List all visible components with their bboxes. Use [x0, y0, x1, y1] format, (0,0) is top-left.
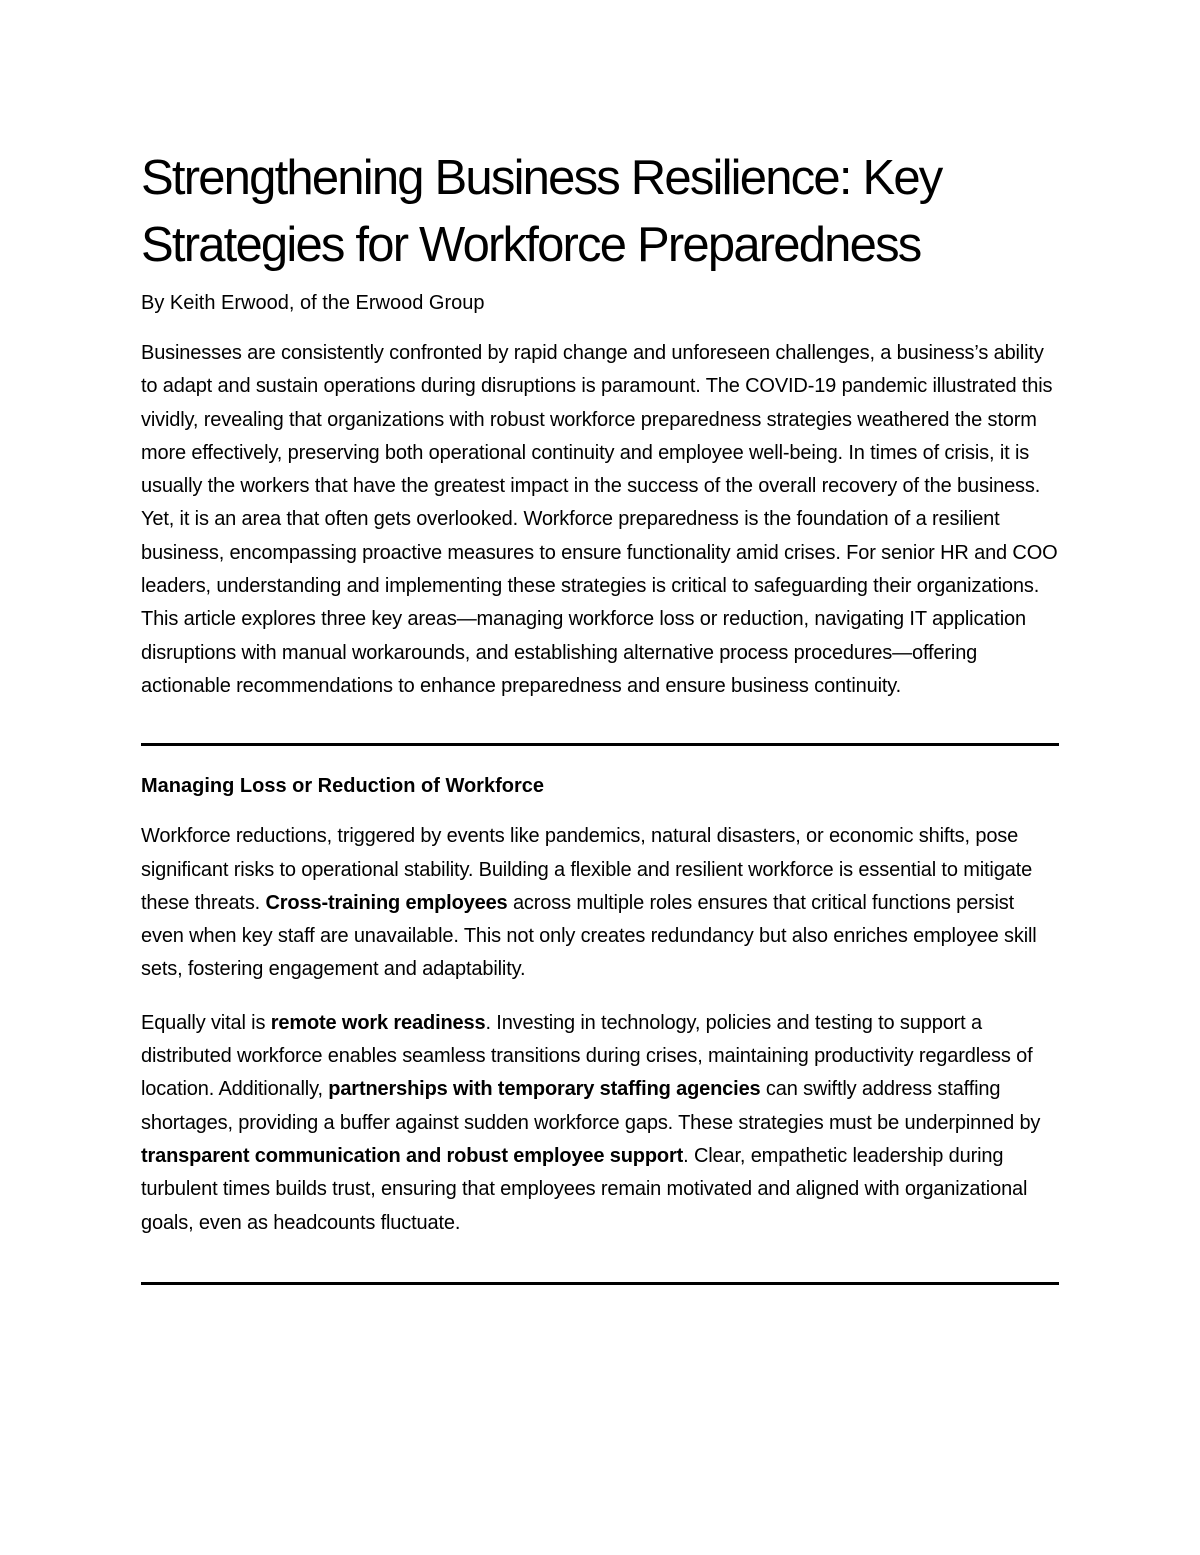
bold-phrase: remote work readiness [270, 1011, 486, 1034]
intro-paragraph: Businesses are consistently confronted by rapid change and unforeseen challenges, a business’s ability to adapt and sustain operations during disruptions is paramount. The COVID-19 pandemic illustrated this vividly, revealing that organizations with robust workforce preparedness strategies weathered the storm more effectively, preserving both operational continuity and employee well-being. In times of crisis, it is usually the workers that have the greatest impact in the success of the overall recovery of the business. Yet, it is an area that often gets overlooked. Workforce preparedness is the foundation of a resilient business, encompassing proactive measures to ensure functionality amid crises. For senior HR and COO leaders, understanding and implementing these strategies is critical to safeguarding their organizations. This article explores three key areas—managing workforce loss or reduction, navigating IT application disruptions with manual workarounds, and establishing alternative process procedures—offering actionable recommendations to enhance preparedness and ensure business continuity. [141, 342, 1058, 697]
article-byline: By Keith Erwood, of the Erwood Group [141, 292, 485, 314]
bold-phrase: transparent communication and robust employee support [141, 1144, 684, 1167]
section-paragraph [141, 820, 1059, 986]
bold-phrase: Cross-training employees [265, 891, 508, 914]
text-run: can swiftly address staffing shortages, providing a buffer against sudden workforce gaps. These strategies must be underpinned by [141, 1078, 1041, 1134]
bold-phrase: partnerships with temporary staffing agencies [328, 1078, 761, 1101]
document-page [141, 145, 1059, 1285]
section-paragraph [141, 1007, 1059, 1240]
text-run: . Clear, empathetic leadership during turbulent times builds trust, ensuring that employees remain motivated and aligned with organizational goals, even as headcounts fluctuate. [141, 1144, 1028, 1234]
text-run: Equally vital is [141, 1011, 271, 1034]
section-heading: Managing Loss or Reduction of Workforce [141, 775, 544, 798]
section-divider [141, 1282, 1059, 1285]
text-run: Workforce reductions, triggered by events like pandemics, natural disasters, or economic shifts, pose significant risks to operational stability. Building a flexible and resilient workforce is essential to mitigate these threats. [141, 825, 1033, 914]
text-run: . Investing in technology, policies and testing to support a distributed workforce enables seamless transitions during crises, maintaining productivity regardless of location. Additionally, [141, 1011, 1033, 1101]
article-title: Strengthening Business Resilience: Key Strategies for Workforce Preparedness [141, 151, 942, 272]
text-run: across multiple roles ensures that critical functions persist even when key staff are unavailable. This not only creates redundancy but also enriches employee skill sets, fostering engagement and adaptability. [141, 891, 1037, 981]
section-divider [141, 743, 1059, 746]
